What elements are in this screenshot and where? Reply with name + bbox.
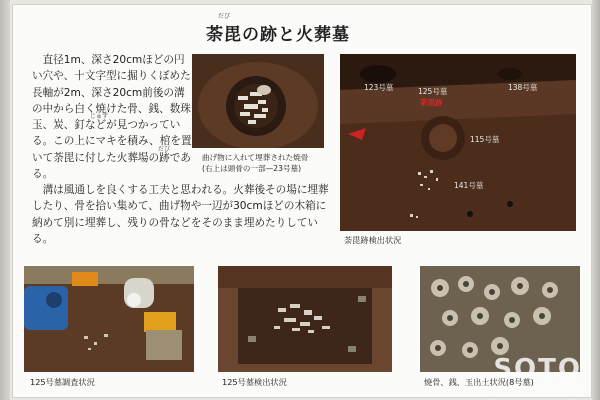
photo-site-overview [340, 54, 576, 231]
wall-right [592, 0, 600, 400]
map-label-115: 115号墓 [470, 135, 500, 144]
photo5-caption: 焼骨、銭、玉出土状況(8号墓) [424, 377, 534, 387]
map-label-125: 125号墓 [418, 87, 448, 96]
map-caption: 荼毘跡検出状況 [344, 235, 402, 245]
map-label-141: 141号墓 [454, 181, 484, 190]
wall-left [0, 0, 10, 400]
description-paragraph-2: 溝は風通しを良くする工夫と思われる。火葬後その場に埋葬したり、骨を拾い集めて、曲げ物や一辺が30cmほどの木箱に納めて別に埋葬し、残りの骨などをそのまま埋めたりしている。 [32, 184, 329, 245]
photo-excavation-workers [24, 266, 194, 372]
watermark-logo: SOTO [493, 354, 582, 384]
photo3-caption: 125号墓調査状況 [30, 377, 95, 387]
ruby-juzu: じゅず [90, 113, 109, 120]
photo1-caption: 曲げ物に入れて埋葬された焼骨 (右上は頭骨の一部—23号墓) [202, 153, 309, 173]
ruby-dabi: だび [158, 146, 171, 153]
excavation-workers-image [24, 266, 194, 372]
photo-bone-container [192, 54, 324, 148]
description-paragraph-1: 直径1m、深さ20cmほどの円い穴や、十文字型に掘りくぼめた長軸が2m、深さ20cm前後の溝の中から白く焼けた骨、銭、数珠玉、炭、釘などが見つかっている。この上にマキを積み、棺を置いて荼毘に付した火葬場の跡である。 [32, 54, 192, 181]
map-label-138: 138号墓 [508, 83, 538, 92]
photo-bone-container-image [192, 54, 324, 148]
bone-cluster-image [218, 266, 392, 372]
watermark-url: (http://soto.sakura.ne.jp/) [473, 384, 582, 394]
site-overview-image [340, 54, 576, 231]
map-label-123: 123号墓 [364, 83, 394, 92]
watermark [474, 354, 582, 394]
photo4-caption: 125号墓検出状況 [222, 377, 287, 387]
page-title: 荼毘の跡と火葬墓 [206, 25, 350, 45]
photo-bone-cluster [218, 266, 392, 372]
title-ruby: だび [218, 13, 231, 20]
map-label-dabi: 荼毘跡 [420, 98, 443, 107]
